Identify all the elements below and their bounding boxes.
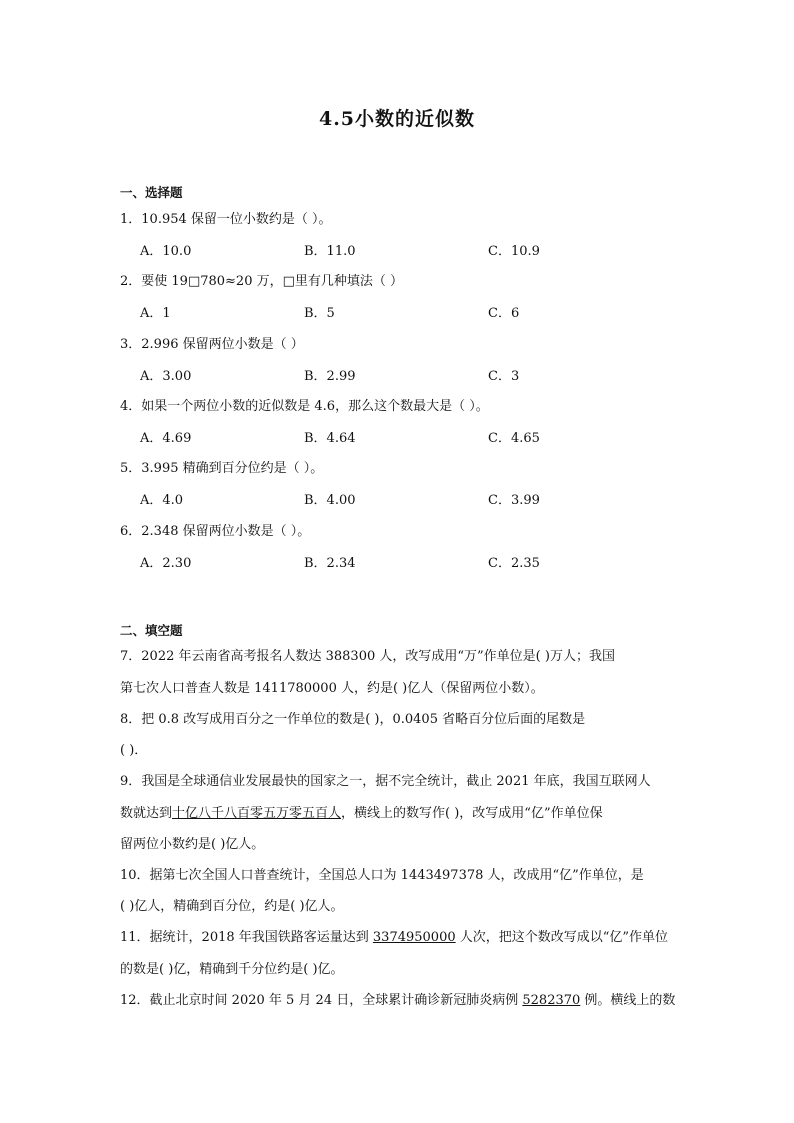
option-a: A．2.30: [140, 556, 192, 571]
question-10-line-2: ( )亿人，精确到百分位，约是( )亿人。: [120, 899, 344, 914]
underlined-number: 5282370: [522, 993, 581, 1008]
question-11-line-2: 的数是( )亿，精确到千分位约是( )亿。: [120, 962, 344, 977]
question-9-line-2: [120, 802, 680, 821]
question-4: 4．如果一个两位小数的近似数是 4.6，那么这个数最大是（ ）。: [120, 399, 489, 414]
option-c: C．2.35: [488, 556, 540, 571]
text: 例。横线上的数: [580, 993, 676, 1008]
question-8-line-1: 8．把 0.8 改写成用百分之一作单位的数是( )，0.0405 省略百分位后面的尾数是: [120, 712, 586, 727]
question-3-options: [140, 365, 660, 383]
option-b: B．5: [304, 306, 335, 321]
question-9-line-3: 留两位小数约是( )亿人。: [120, 837, 265, 852]
underlined-number: 十亿八千八百零五万零五百人: [172, 806, 342, 821]
question-2-options: [140, 302, 660, 320]
text: 12．截止北京时间 2020 年 5 月 24 日，全球累计确诊新冠肺炎病例: [120, 993, 523, 1008]
question-11-line-1: [120, 926, 680, 945]
option-c: C．3: [488, 369, 520, 384]
section-fill-heading: 二、填空题: [120, 623, 183, 638]
option-a: A．10.0: [140, 244, 192, 259]
question-9-line-1: 9．我国是全球通信业发展最快的国家之一，据不完全统计，截止 2021 年底，我国互联网人: [120, 774, 651, 789]
option-c: C．4.65: [488, 431, 540, 446]
option-b: B．2.34: [304, 556, 356, 571]
option-c: C．10.9: [488, 244, 540, 259]
question-6: 6．2.348 保留两位小数是（ ）。: [120, 524, 311, 539]
option-b: B．11.0: [304, 244, 356, 259]
option-c: C．3.99: [488, 493, 540, 508]
option-c: C．6: [488, 306, 520, 321]
underlined-number: 3374950000: [372, 930, 456, 945]
question-4-options: [140, 427, 660, 445]
question-7-line-1: 7．2022 年云南省高考报名人数达 388300 人，改写成用“万”作单位是( )万人；我国: [120, 649, 615, 664]
page-title: 4.5小数的近似数: [318, 108, 476, 130]
question-7-line-2: 第七次人口普查人数是 1411780000 人，约是( )亿人（保留两位小数）。: [120, 681, 544, 696]
option-b: B．2.99: [304, 369, 356, 384]
section-choice-heading: 一、选择题: [120, 185, 183, 200]
question-8-line-2: ( )．: [120, 743, 148, 758]
question-1: 1．10.954 保留一位小数约是（ ）。: [120, 212, 332, 227]
option-a: A．3.00: [140, 369, 192, 384]
option-a: A．1: [140, 306, 171, 321]
question-6-options: [140, 552, 660, 570]
text: 11．据统计，2018 年我国铁路客运量达到: [120, 930, 373, 945]
option-a: A．4.0: [140, 493, 184, 508]
question-5: 5．3.995 精确到百分位约是（ ）。: [120, 461, 324, 476]
question-10-line-1: 10．据第七次全国人口普查统计，全国总人口为 1443497378 人，改成用“亿”作单位，是: [120, 868, 644, 883]
text: 数就达到: [120, 806, 173, 821]
question-3: 3．2.996 保留两位小数是（ ）: [120, 337, 304, 352]
question-2: 2．要使 19□780≈20 万，□里有几种填法（ ）: [120, 274, 404, 289]
text: ，横线上的数写作( )，改写成用“亿”作单位保: [341, 806, 603, 821]
question-12-line-1: [120, 989, 680, 1008]
question-1-options: [140, 240, 660, 258]
question-5-options: [140, 489, 660, 507]
option-b: B．4.00: [304, 493, 356, 508]
option-b: B．4.64: [304, 431, 356, 446]
text: 人次，把这个数改写成以“亿”作单位: [455, 930, 669, 945]
option-a: A．4.69: [140, 431, 192, 446]
